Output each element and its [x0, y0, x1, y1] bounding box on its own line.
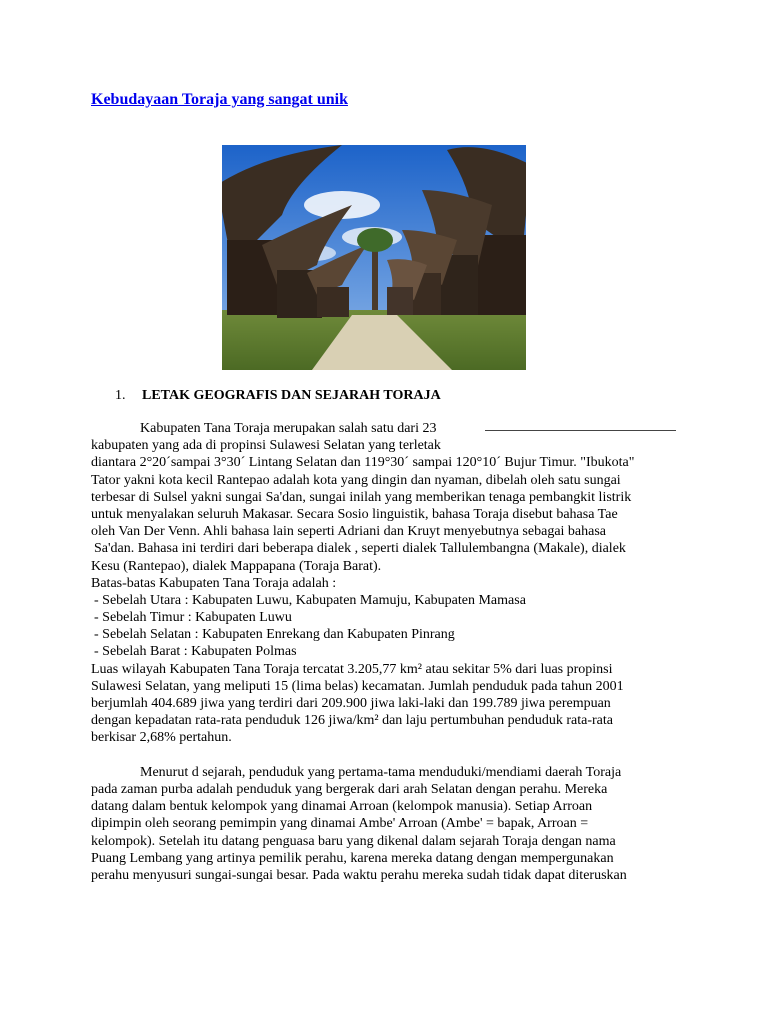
paragraph-line: Puang Lembang yang artinya pemilik perahu, karena mereka datang dengan mempergunakan: [91, 850, 614, 866]
boundary-list-item: - Sebelah Barat : Kabupaten Polmas: [94, 644, 297, 660]
paragraph-line: Kabupaten Tana Toraja merupakan salah satu dari 23: [140, 421, 437, 436]
section-heading-text: LETAK GEOGRAFIS DAN SEJARAH TORAJA: [142, 388, 441, 403]
article-title-link[interactable]: Kebudayaan Toraja yang sangat unik: [91, 91, 348, 108]
paragraph-line: Kesu (Rantepao), dialek Mappapana (Toraja Barat).: [91, 558, 382, 574]
paragraph-line: Menurut d sejarah, penduduk yang pertama-tama menduduki/mendiami daerah Toraja: [140, 764, 622, 780]
tongkonan-photo: [222, 145, 526, 370]
paragraph-line: Sulawesi Selatan, yang meliputi 15 (lima belas) kecamatan. Jumlah penduduk pada tahun 2001: [91, 678, 624, 694]
section-heading: [115, 388, 441, 404]
paragraph-line: oleh Van Der Venn. Ahli bahasa lain seperti Adriani dan Kruyt menyebutnya sebagai bahasa: [91, 524, 607, 540]
paragraph-line: berkisar 2,68% pertahun.: [91, 730, 232, 746]
boundary-list-item: - Sebelah Timur : Kabupaten Luwu: [94, 610, 292, 626]
paragraph-line: perahu menyusuri sungai-sungai besar. Pada waktu perahu mereka sudah tidak dapat diteruskan: [91, 867, 627, 883]
body-text: [91, 420, 691, 884]
paragraph-line: pada zaman purba adalah penduduk yang bergerak dari arah Selatan dengan perahu. Mereka: [91, 781, 608, 797]
paragraph-line: datang dalam bentuk kelompok yang dinamai Arroan (kelompok manusia). Setiap Arroan: [91, 799, 593, 815]
paragraph-line: terbesar di Sulsel yakni sungai Sa'dan, sungai inilah yang memberikan tenaga pembangkit listrik: [91, 489, 632, 505]
paragraph-line: Sa'dan. Bahasa ini terdiri dari beberapa dialek , seperti dialek Tallulembangna (Makale), dialek: [94, 541, 626, 557]
paragraph-line: Tator yakni kota kecil Rantepao adalah kota yang dingin dan nyaman, dibelah oleh satu sungai: [91, 472, 621, 488]
paragraph-line: Batas-batas Kabupaten Tana Toraja adalah :: [91, 575, 337, 591]
boundary-list-item: - Sebelah Selatan : Kabupaten Enrekang dan Kabupaten Pinrang: [94, 627, 455, 643]
paragraph-line: untuk menyalakan seluruh Makasar. Secara Sosio linguistik, bahasa Toraja disebut bahasa Tae: [91, 506, 618, 522]
paragraph-line: Luas wilayah Kabupaten Tana Toraja tercatat 3.205,77 km² atau sekitar 5% dari luas propinsi: [91, 661, 613, 677]
paragraph-line: kelompok). Setelah itu datang penguasa baru yang dikenal dalam sejarah Toraja dengan nama: [91, 833, 616, 849]
paragraph-line: dengan kepadatan rata-rata penduduk 126 jiwa/km² dan laju pertumbuhan penduduk rata-rata: [91, 713, 613, 729]
paragraph-line: diantara 2°20´sampai 3°30´ Lintang Selatan dan 119°30´ sampai 120°10´ Bujur Timur. "Ibukota": [91, 455, 635, 471]
paragraph-line: dipimpin oleh seorang pemimpin yang dinamai Ambe' Arroan (Ambe' = bapak, Arroan =: [91, 816, 589, 832]
paragraph-gap: [91, 747, 691, 764]
boundary-list-item: - Sebelah Utara : Kabupaten Luwu, Kabupaten Mamuju, Kabupaten Mamasa: [94, 592, 526, 608]
section-number: 1.: [115, 388, 126, 403]
paragraph-line: berjumlah 404.689 jiwa yang terdiri dari 209.900 jiwa laki-laki dan 199.789 jiwa perempuan: [91, 696, 611, 711]
paragraph-line: kabupaten yang ada di propinsi Sulawesi Selatan yang terletak: [91, 438, 441, 454]
